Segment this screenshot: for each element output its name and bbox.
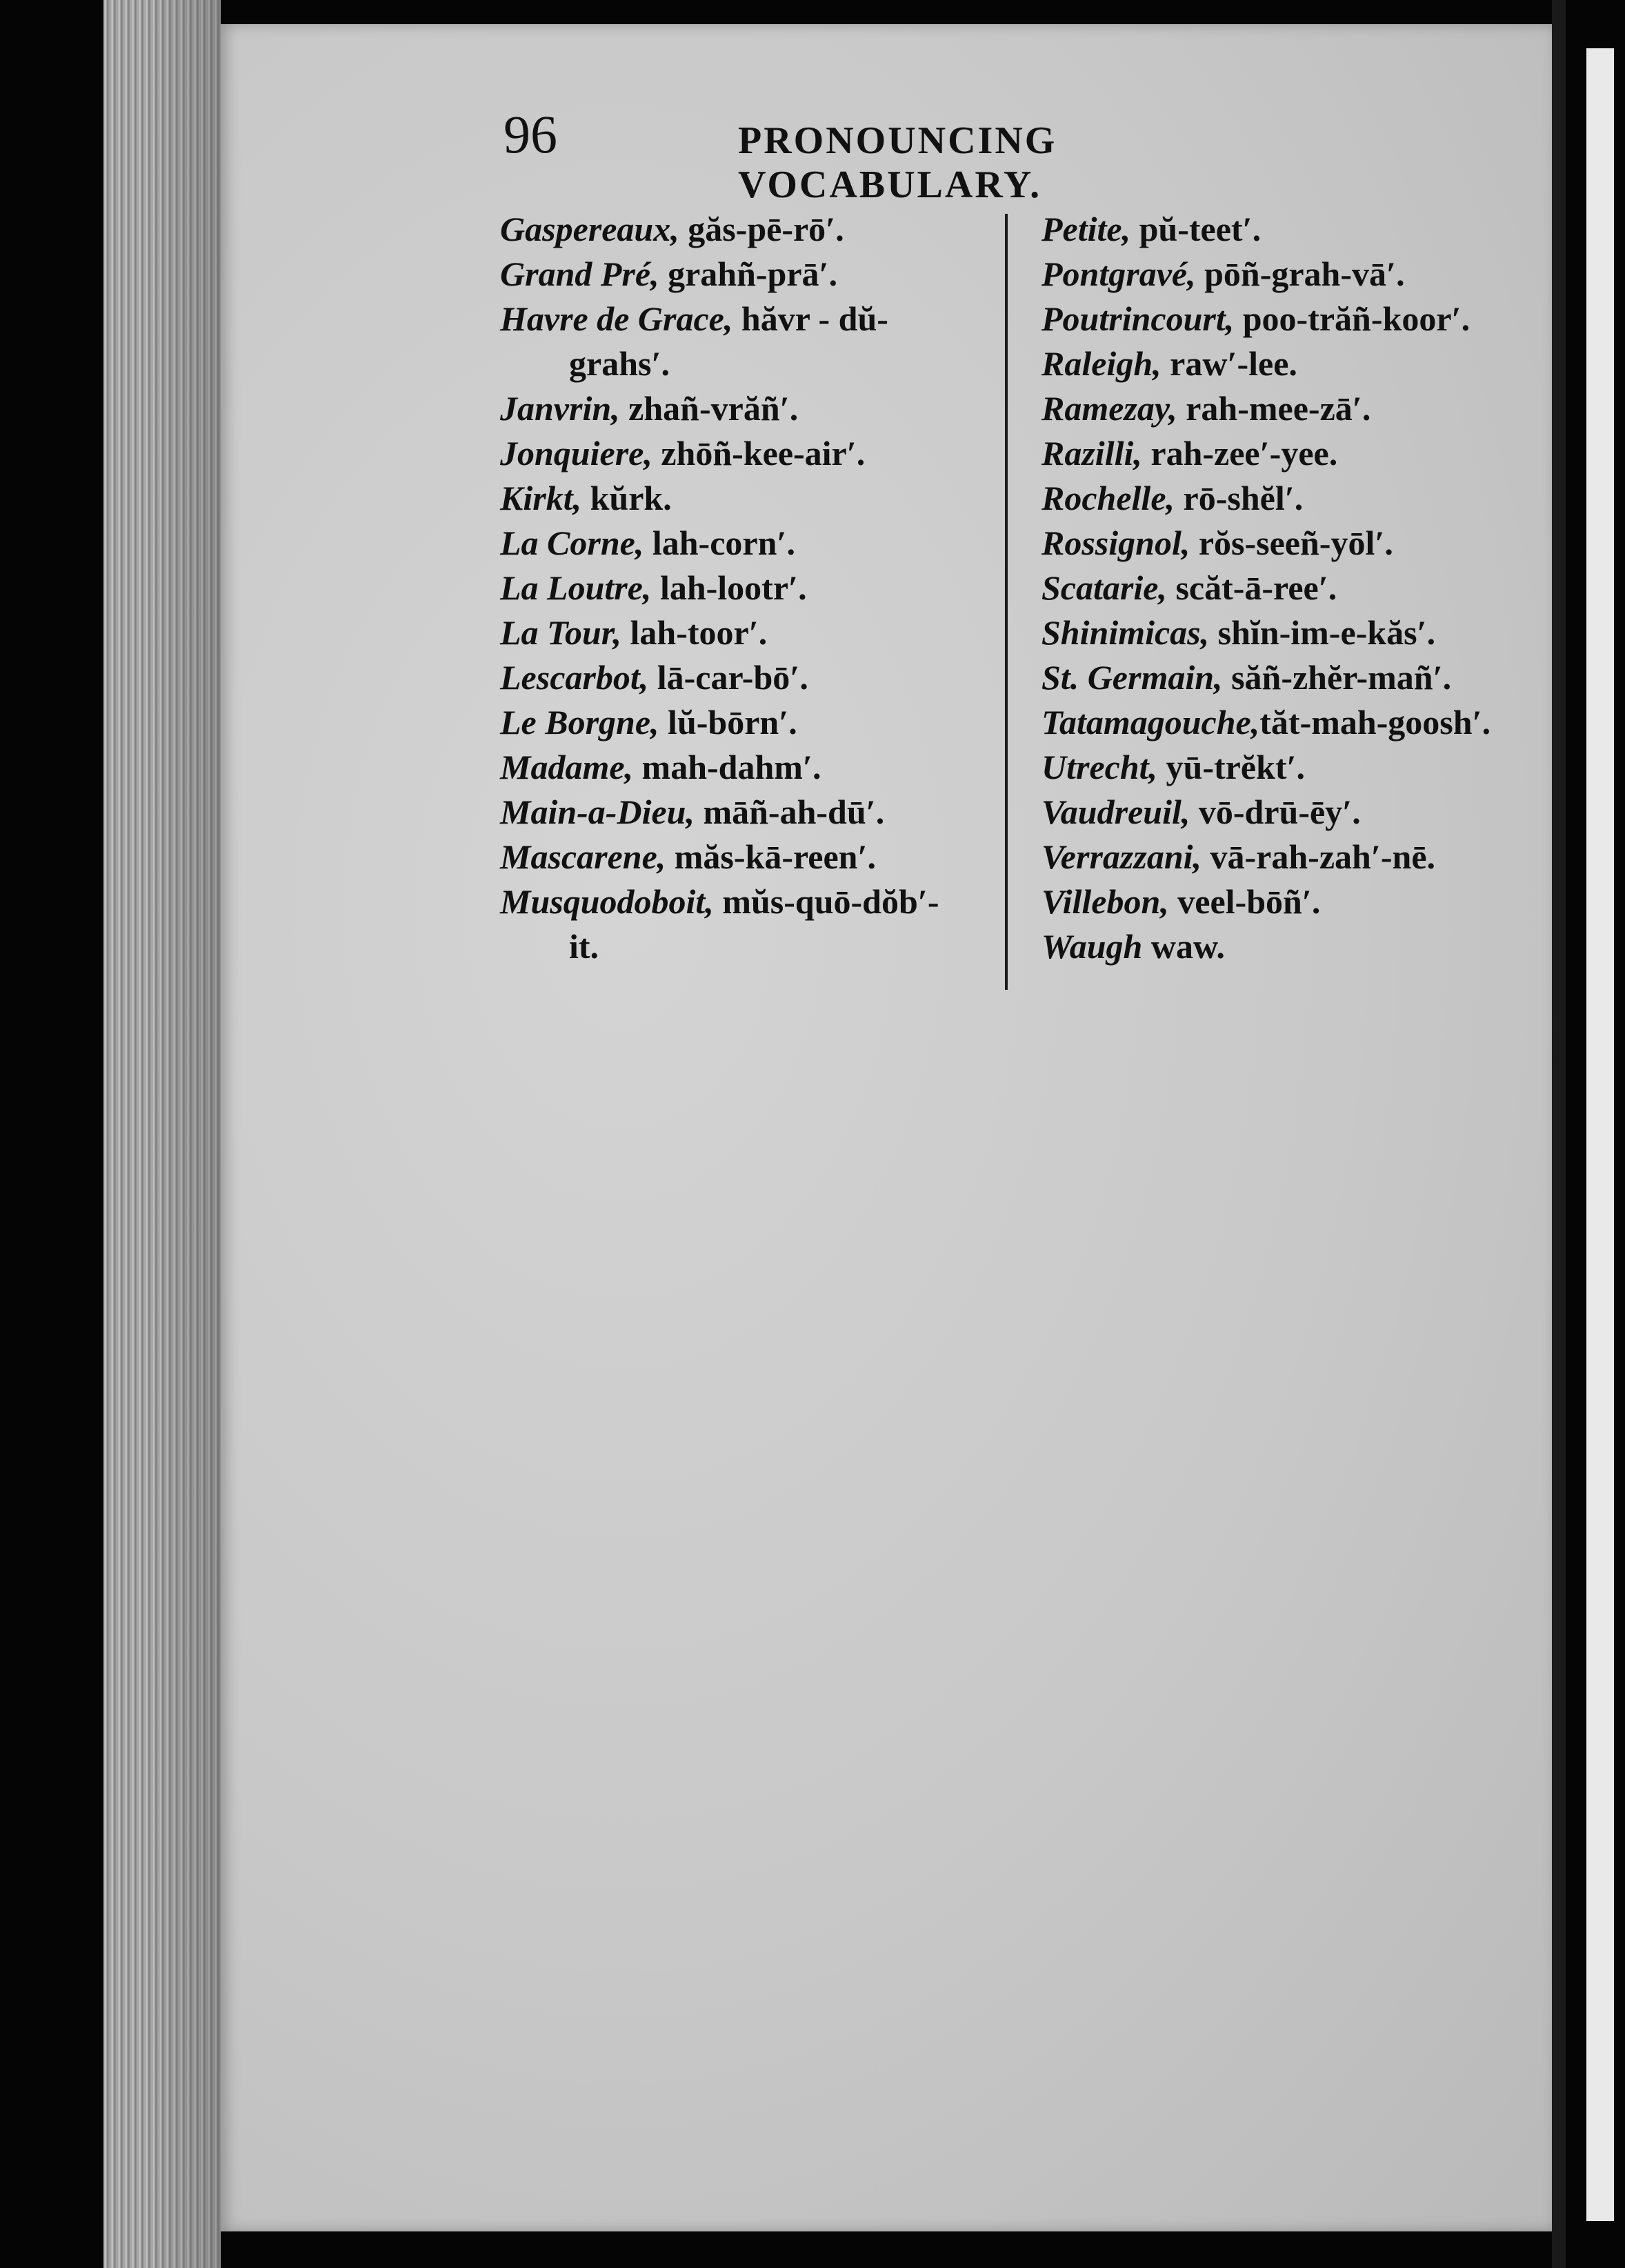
entry-pronunciation: yū-trĕkt′. (1166, 748, 1306, 786)
entry-term: Villebon, (1041, 882, 1169, 921)
vocabulary-entry (1041, 297, 1524, 341)
vocabulary-entry (1041, 566, 1524, 610)
vocabulary-entry (500, 566, 997, 610)
vocabulary-entry (1041, 610, 1524, 655)
entry-pronunciation: poo-trăñ-koor′. (1242, 299, 1471, 338)
entry-term: Gaspereaux, (500, 210, 679, 248)
entry-term: Utrecht, (1041, 748, 1158, 786)
entry-pronunciation: māñ-ah-dū′. (703, 793, 885, 831)
entry-term: Petite, (1041, 210, 1131, 248)
entry-pronunciation: waw. (1150, 927, 1225, 966)
entry-pronunciation: vā-rah-zah′-nē. (1210, 837, 1436, 876)
entry-term: Madame, (500, 748, 634, 786)
vocabulary-entry (500, 521, 997, 566)
vocabulary-entry (500, 431, 997, 476)
entry-pronunciation: raw′-lee. (1170, 344, 1297, 383)
entry-term: Rochelle, (1041, 479, 1175, 517)
vocabulary-entry (500, 386, 997, 431)
entry-term: Razilli, (1041, 434, 1142, 472)
vocabulary-entry (1041, 431, 1524, 476)
entry-term: Musquodoboit, (500, 882, 714, 921)
entry-pronunciation: pŭ-teet′. (1139, 210, 1262, 248)
entry-term: Scatarie, (1041, 568, 1167, 607)
entry-pronunciation: rah-mee-zā′. (1186, 389, 1371, 428)
entry-pronunciation: zhōñ-kee-air′. (661, 434, 866, 472)
entry-pronunciation: mŭs-quō-dŏb′- (722, 882, 939, 921)
entry-term: Waugh (1041, 927, 1143, 966)
vocabulary-entry (1041, 790, 1524, 835)
entry-term: Grand Pré, (500, 255, 659, 293)
entry-pronunciation: shĭn-im-e-kăs′. (1217, 613, 1436, 652)
vocabulary-entry (1041, 655, 1524, 700)
entry-pronunciation: mah-dahm′. (641, 748, 821, 786)
entry-pronunciation: kŭrk. (590, 479, 672, 517)
vocabulary-entry (500, 207, 997, 252)
entry-term: Raleigh, (1041, 344, 1162, 383)
vocabulary-entry (500, 700, 997, 745)
entry-pronunciation: rŏs-seeñ-yōl′. (1198, 524, 1393, 562)
entry-term: Main-a-Dieu, (500, 793, 695, 831)
entry-pronunciation: veel-bōñ′. (1177, 882, 1321, 921)
vocabulary-entry (1041, 700, 1524, 745)
vocabulary-entry (500, 252, 997, 297)
entry-term: Ramezay, (1041, 389, 1177, 428)
entry-term: Janvrin, (500, 389, 620, 428)
vocabulary-entry (1041, 879, 1524, 924)
entry-term: Kirkt, (500, 479, 582, 517)
page-edges-shadow (145, 0, 221, 2268)
running-title: PRONOUNCING VOCABULARY. (738, 119, 1057, 206)
left-column (500, 207, 997, 969)
entry-pronunciation: hăvr - dŭ- (741, 299, 888, 338)
entry-term: Mascarene, (500, 837, 666, 876)
vocabulary-entry (500, 655, 997, 700)
entry-pronunciation: scăt-ā-ree′. (1175, 568, 1337, 607)
entry-term: Le Borgne, (500, 703, 659, 742)
page-header (504, 103, 1366, 206)
entry-pronunciation: lah-toor′. (630, 613, 768, 652)
vocabulary-entry (1041, 521, 1524, 566)
entry-pronunciation: lā-car-bō′. (657, 658, 808, 697)
entry-pronunciation: pōñ-grah-vā′. (1204, 255, 1405, 293)
vocabulary-entry (1041, 341, 1524, 386)
vocabulary-entry (1041, 252, 1524, 297)
vocabulary-entry (1041, 835, 1524, 879)
entry-term: Vaudreuil, (1041, 793, 1190, 831)
vocabulary-entry-continuation (500, 924, 997, 969)
column-divider (1005, 214, 1008, 990)
entry-pronunciation: vō-drū-ēy′. (1198, 793, 1361, 831)
entry-term: Pontgravé, (1041, 255, 1196, 293)
entry-pronunciation: lah-lootr′. (659, 568, 807, 607)
entry-pronunciation: săñ-zhĕr-mañ′. (1231, 658, 1452, 697)
entry-term: Tatamagouche, (1041, 703, 1260, 742)
entry-term: Lescarbot, (500, 658, 649, 697)
vocabulary-entry-continuation (500, 341, 997, 386)
entry-term: Poutrincourt, (1041, 299, 1235, 338)
entry-pronunciation: tăt-mah-goosh′. (1259, 703, 1491, 742)
entry-term: Havre de Grace, (500, 299, 733, 338)
entry-term: Rossignol, (1041, 524, 1190, 562)
entry-term: La Loutre, (500, 568, 652, 607)
entry-pronunciation: găs-pē-rō′. (688, 210, 844, 248)
vocabulary-entry (500, 297, 997, 341)
entry-pronunciation: rō-shĕl′. (1183, 479, 1304, 517)
vocabulary-entry (500, 879, 997, 924)
vocabulary-entry (1041, 476, 1524, 521)
entry-term: Shinimicas, (1041, 613, 1210, 652)
entry-term: La Corne, (500, 524, 644, 562)
entry-pronunciation: lŭ-bōrn′. (668, 703, 797, 742)
entry-pronunciation: lah-corn′. (652, 524, 795, 562)
right-column (1041, 207, 1524, 969)
vocabulary-entry (1041, 924, 1524, 969)
book-spine (1552, 0, 1566, 2268)
entry-pronunciation: zhañ-vrăñ′. (628, 389, 799, 428)
vocabulary-entry (500, 610, 997, 655)
vocabulary-entry (1041, 207, 1524, 252)
entry-pronunciation: rah-zee′-yee. (1150, 434, 1338, 472)
vocabulary-entry (500, 476, 997, 521)
entry-pronunciation: grahñ-prā′. (668, 255, 838, 293)
vocabulary-entry (1041, 745, 1524, 790)
vocabulary-entry (500, 745, 997, 790)
entry-pronunciation-continued: grahs′. (569, 344, 670, 383)
entry-term: Verrazzani, (1041, 837, 1202, 876)
page-number: 96 (504, 104, 557, 164)
entry-pronunciation: măs-kā-reen′. (674, 837, 877, 876)
entry-term: Jonquiere, (500, 434, 652, 472)
vocabulary-entry (500, 790, 997, 835)
entry-pronunciation-continued: it. (569, 927, 599, 966)
entry-term: La Tour, (500, 613, 622, 652)
next-page-edge (1586, 48, 1614, 2221)
entry-term: St. Germain, (1041, 658, 1223, 697)
vocabulary-entry (1041, 386, 1524, 431)
vocabulary-entry (500, 835, 997, 879)
